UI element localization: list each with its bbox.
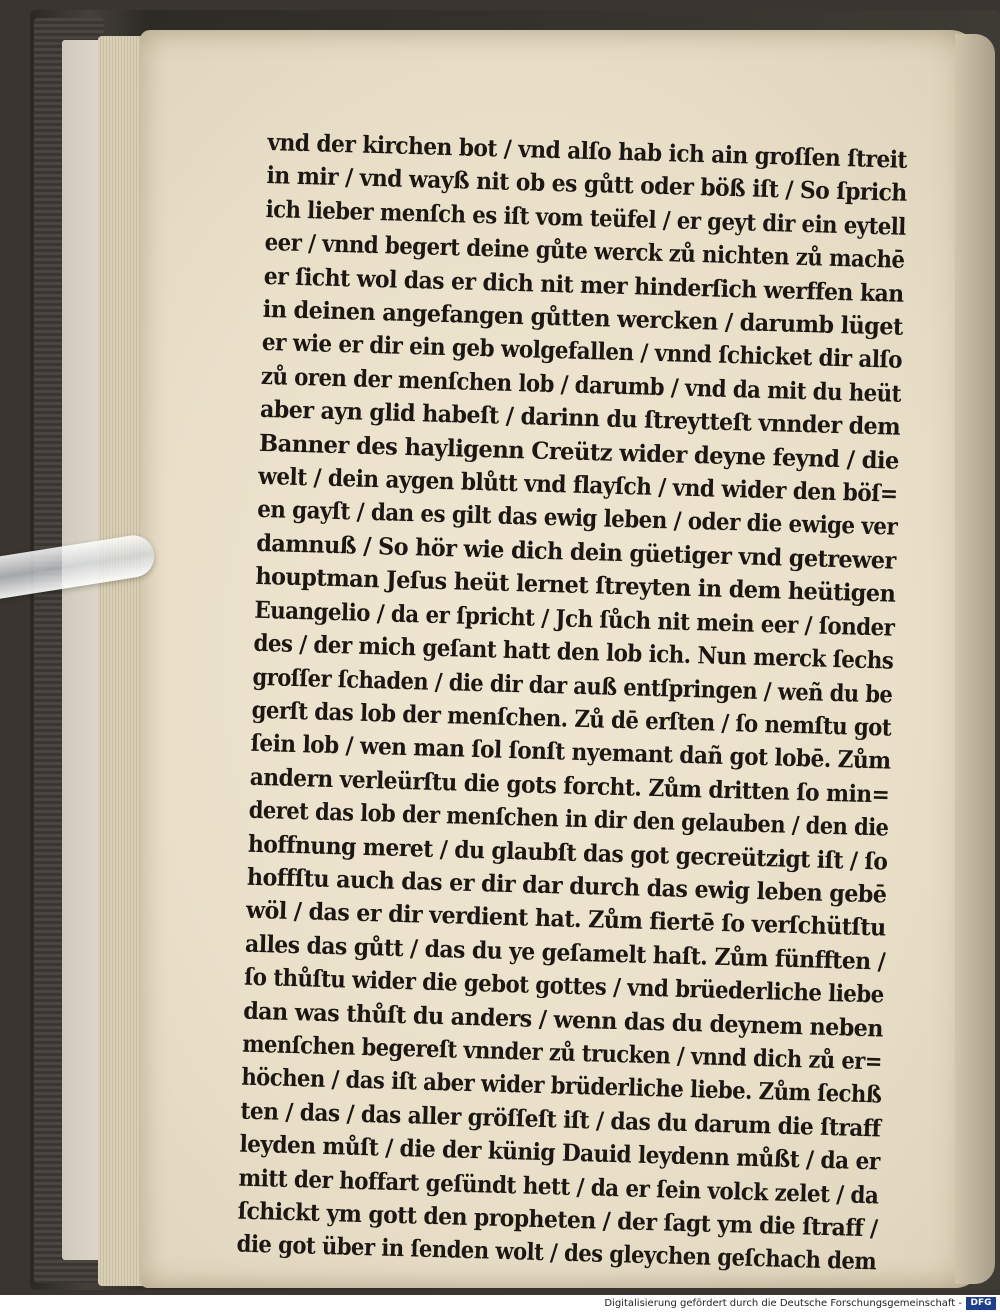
text-line: Banner des hayligenn Creütz wider deyne feynd / die (258, 428, 900, 475)
page-right-fold (955, 34, 995, 1284)
text-line: dan was thůſt du anders / wenn das du deynem neben (242, 996, 884, 1043)
text-line: groſſer ſchaden / die dir dar auß entſpringen / weñ du be (252, 662, 893, 709)
text-line: houptman Jeſus heüt lernet ſtreyten in dem heütigen (255, 562, 896, 608)
text-line: zů oren der menſchen lob / darumb / vnd da mit du heüt (260, 361, 902, 408)
dfg-logo-icon: DFG (966, 1297, 996, 1310)
text-line: en gayſt / dan es gilt das ewig leben / oder die ewige ver (256, 495, 898, 542)
text-line: alles das gůtt / das du ye geſamelt haſt. Zům fünfften / (244, 929, 886, 976)
text-line: hoffnung meret / du glaubſt das got gecreützigt iſt / ſo (247, 829, 888, 876)
text-line: leyden můſt / die der künig Dauid leydenn můßt / da er (239, 1129, 881, 1176)
text-line: mitt der hoffart geſündt hett / da er ſein volck zelet / da (238, 1163, 879, 1210)
page-text-block (236, 126, 907, 1279)
text-line: Euangelio / da er ſpricht / Jch ſůch nit mein eer / ſonder (254, 595, 895, 642)
text-line: damnuß / So hör wie dich dein güetiger vnd getrewer (255, 528, 897, 575)
text-line: in mir / vnd wayß nit ob es gůtt oder böß iſt / So ſprich (266, 161, 908, 208)
funding-credit: Digitalisierung gefördert durch die Deutsche Forschungsgemeinschaft - (604, 1298, 962, 1309)
text-line: er ſicht wol das er dich nit mer hinderſich werffen kan (263, 261, 904, 308)
page-footer (0, 1295, 1000, 1313)
text-line: gerſt das lob der menſchen. Zů dē erſten / ſo nemſtu got (251, 695, 892, 742)
text-line: ten / das / das aller gröſſeſt iſt / das du darum die ſtraff (240, 1096, 881, 1143)
text-line: aber ayn glid habeſt / darinn du ſtreytteſt vnnder dem (259, 395, 901, 442)
text-line: ſchickt ym gott den propheten / der ſagt ym die ſtraff / (237, 1196, 878, 1243)
text-line: des / der mich geſant hatt den lob ich. Nun merck ſechs (253, 628, 894, 675)
text-line: welt / dein aygen blůtt vnd flayſch / vnd wider den böſ= (257, 461, 898, 508)
text-line: andern verleürſtu die gots forcht. Zům dritten ſo min= (249, 762, 890, 809)
text-line: eer / vnnd begert deine gůte werck zů nichten zů machē (264, 228, 905, 275)
text-line: vnd der kirchen bot / vnd alſo hab ich ain groſſen ſtreit (267, 127, 908, 174)
text-line: in deinen angefangen gůtten wercken / darumb lüget (262, 294, 904, 341)
text-line: hoffſtu auch das er dir dar durch das ewig leben gebē (246, 862, 887, 909)
text-line: ſein lob / wen man ſol ſonſt nyemant dañ got lobē. Zům (250, 729, 891, 775)
text-line: ich lieber menſch es iſt vom teüfel / er geyt dir ein eytell (265, 194, 907, 241)
text-line: wöl / das er dir verdient hat. Zům fiertē ſo verſchütſtu (245, 896, 886, 942)
text-line: höchen / das iſt aber wider brüderliche liebe. Zům ſechß (241, 1063, 882, 1109)
text-line: die got über in ſenden wolt / des gleychen geſchach dem (236, 1229, 877, 1276)
text-line: menſchen begereſt vnnder zů trucken / vnnd dich zů er= (241, 1029, 883, 1076)
text-line: ſo thůſtu wider die gebot gottes / vnd brüederliche liebe (243, 962, 885, 1009)
text-line: deret das lob der menſchen in dir den gelauben / den die (248, 795, 889, 842)
text-line: er wie er dir ein geb wolgefallen / vnnd ſchicket dir alſo (261, 328, 903, 375)
